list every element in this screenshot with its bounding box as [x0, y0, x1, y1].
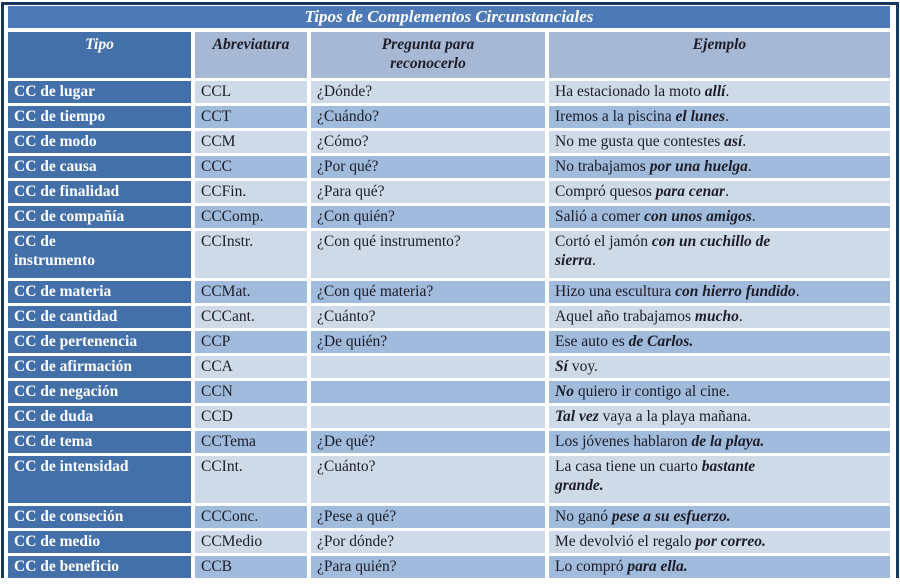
table-row: [8, 231, 890, 278]
abbreviation-cell: CCMat.: [195, 281, 307, 303]
header-pregunta-line2: reconocerlo: [390, 55, 466, 73]
table-row: [8, 331, 890, 353]
type-cell: CC de beneficio: [8, 556, 191, 578]
table-rows: [8, 81, 890, 578]
abbreviation-cell: CCP: [195, 331, 307, 353]
header-pregunta-line1: Pregunta para: [381, 36, 475, 53]
type-cell: CC de tema: [8, 431, 191, 453]
question-cell: ¿Cuánto?: [311, 306, 545, 328]
example-cell: Cortó el jamón con un cuchillo de sierra.: [549, 231, 890, 278]
table-row: [8, 506, 890, 528]
header-pregunta: [311, 32, 545, 78]
table-row: [8, 106, 890, 128]
table-row: [8, 456, 890, 503]
abbreviation-cell: CCInt.: [195, 456, 307, 503]
abbreviation-cell: CCD: [195, 406, 307, 428]
question-cell: [311, 381, 545, 403]
example-cell: Salió a comer con unos amigos.: [549, 206, 890, 228]
type-cell: CC de cantidad: [8, 306, 191, 328]
type-cell: CC de afirmación: [8, 356, 191, 378]
question-cell: ¿Cuándo?: [311, 106, 545, 128]
example-cell: Iremos a la piscina el lunes.: [549, 106, 890, 128]
example-cell: No me gusta que contestes así.: [549, 131, 890, 153]
abbreviation-cell: CCMedio: [195, 531, 307, 553]
example-cell: Me devolvió el regalo por correo.: [549, 531, 890, 553]
header-ejemplo: Ejemplo: [549, 32, 890, 78]
abbreviation-cell: CCM: [195, 131, 307, 153]
question-cell: ¿Con qué instrumento?: [311, 231, 545, 278]
table-row: [8, 206, 890, 228]
question-cell: ¿Por dónde?: [311, 531, 545, 553]
question-cell: ¿Para qué?: [311, 181, 545, 203]
table-row: [8, 131, 890, 153]
question-cell: ¿Cuánto?: [311, 456, 545, 503]
table-row: [8, 556, 890, 578]
example-cell: No quiero ir contigo al cine.: [549, 381, 890, 403]
table-header-row: [8, 32, 890, 78]
abbreviation-cell: CCC: [195, 156, 307, 178]
example-cell: No trabajamos por una huelga.: [549, 156, 890, 178]
type-cell: CC de causa: [8, 156, 191, 178]
question-cell: ¿De qué?: [311, 431, 545, 453]
example-cell: La casa tiene un cuarto bastante grande.: [549, 456, 890, 503]
type-cell: CC de instrumento: [8, 231, 191, 278]
table-row: [8, 306, 890, 328]
abbreviation-cell: CCConc.: [195, 506, 307, 528]
abbreviation-cell: CCCant.: [195, 306, 307, 328]
table-row: [8, 406, 890, 428]
abbreviation-cell: CCN: [195, 381, 307, 403]
header-tipo: Tipo: [8, 32, 191, 78]
type-cell: CC de compañía: [8, 206, 191, 228]
abbreviation-cell: CCB: [195, 556, 307, 578]
abbreviation-cell: CCInstr.: [195, 231, 307, 278]
abbreviation-cell: CCL: [195, 81, 307, 103]
abbreviation-cell: CCT: [195, 106, 307, 128]
type-cell: CC de conseción: [8, 506, 191, 528]
question-cell: ¿Pese a qué?: [311, 506, 545, 528]
table-row: [8, 81, 890, 103]
example-cell: Ha estacionado la moto allí.: [549, 81, 890, 103]
question-cell: ¿Para quién?: [311, 556, 545, 578]
example-cell: Ese auto es de Carlos.: [549, 331, 890, 353]
question-cell: [311, 356, 545, 378]
type-cell: CC de medio: [8, 531, 191, 553]
table-row: [8, 531, 890, 553]
question-cell: ¿Dónde?: [311, 81, 545, 103]
example-cell: Sí voy.: [549, 356, 890, 378]
table-row: [8, 381, 890, 403]
table-title: Tipos de Complementos Circunstanciales: [8, 6, 890, 28]
type-cell: CC de pertenencia: [8, 331, 191, 353]
example-cell: Hizo una escultura con hierro fundido.: [549, 281, 890, 303]
question-cell: ¿Por qué?: [311, 156, 545, 178]
question-cell: ¿Cómo?: [311, 131, 545, 153]
abbreviation-cell: CCTema: [195, 431, 307, 453]
cc-table: [1, 2, 899, 578]
header-abreviatura: Abreviatura: [195, 32, 307, 78]
question-cell: ¿Con qué materia?: [311, 281, 545, 303]
abbreviation-cell: CCFin.: [195, 181, 307, 203]
type-cell: CC de finalidad: [8, 181, 191, 203]
abbreviation-cell: CCComp.: [195, 206, 307, 228]
question-cell: ¿De quién?: [311, 331, 545, 353]
table-row: [8, 156, 890, 178]
question-cell: ¿Con quién?: [311, 206, 545, 228]
question-cell: [311, 406, 545, 428]
example-cell: Los jóvenes hablaron de la playa.: [549, 431, 890, 453]
example-cell: Compró quesos para cenar.: [549, 181, 890, 203]
type-cell: CC de lugar: [8, 81, 191, 103]
abbreviation-cell: CCA: [195, 356, 307, 378]
example-cell: No ganó pese a su esfuerzo.: [549, 506, 890, 528]
example-cell: Tal vez vaya a la playa mañana.: [549, 406, 890, 428]
example-cell: Aquel año trabajamos mucho.: [549, 306, 890, 328]
table-row: [8, 431, 890, 453]
type-cell: CC de negación: [8, 381, 191, 403]
type-cell: CC de intensidad: [8, 456, 191, 503]
type-cell: CC de materia: [8, 281, 191, 303]
type-cell: CC de modo: [8, 131, 191, 153]
table-row: [8, 356, 890, 378]
table-row: [8, 281, 890, 303]
type-cell: CC de duda: [8, 406, 191, 428]
type-cell: CC de tiempo: [8, 106, 191, 128]
table-row: [8, 181, 890, 203]
example-cell: Lo compró para ella.: [549, 556, 890, 578]
